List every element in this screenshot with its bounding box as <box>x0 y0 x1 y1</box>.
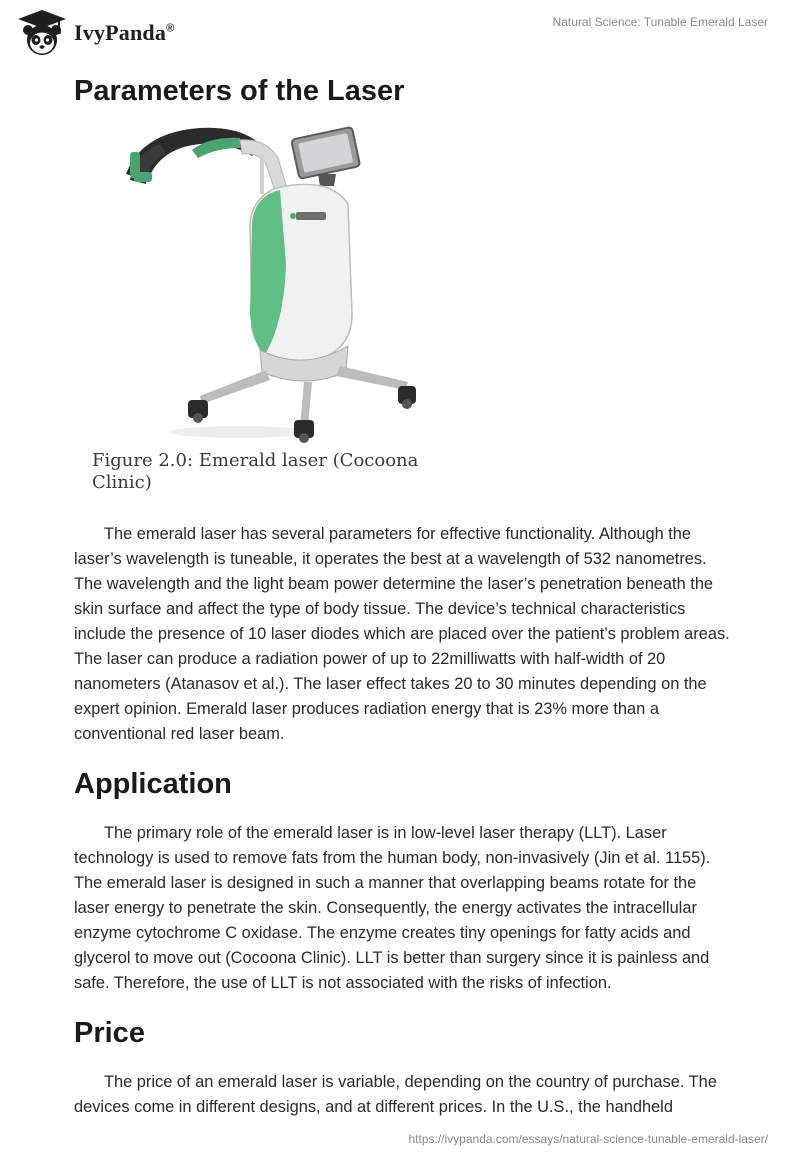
section-heading-price: Price <box>74 1017 145 1049</box>
page-header <box>0 0 800 70</box>
source-url[interactable]: https://ivypanda.com/essays/natural-science-tunable-emerald-laser/ <box>408 1132 768 1146</box>
article-body <box>74 72 734 1120</box>
panda-graduate-icon <box>14 8 70 58</box>
section-heading-application: Application <box>74 768 232 800</box>
document-title: Natural Science: Tunable Emerald Laser <box>552 15 768 29</box>
emerald-laser-device-image <box>90 114 490 450</box>
paragraph-parameters: The emerald laser has several parameters for effective functionality. Although the laser’s wavelength is tuneable, it operates the best at a wavelength of 532 nanometres. The wavelength and the light beam power determine the laser’s penetration beneath the skin surface and affect the type of body tissue. The device’s technical characteristics include the presence of 10 laser diodes which are placed over the patient’s problem areas. The laser can produce a radiation power of up to 22milliwatts with half-width of 20 nanometers (Atanasov et al.). The laser effect takes 20 to 30 minutes depending on the expert opinion. Emerald laser produces radiation energy that is 23% more than a conventional red laser beam. <box>74 525 730 743</box>
figure-emerald-laser <box>90 114 490 498</box>
figure-caption: Figure 2.0: Emerald laser (Cocoona Clinic) <box>92 450 419 493</box>
section-heading-parameters: Parameters of the Laser <box>74 75 405 107</box>
brand-logo[interactable] <box>14 8 174 58</box>
paragraph-application: The primary role of the emerald laser is in low-level laser therapy (LLT). Laser technology is used to remove fats from the human body, non-invasively (Jin et al. 1155). The emerald laser is designed in such a manner that overlapping beams rotate for the laser energy to penetrate the skin. Consequently, the energy activates the intracellular enzyme cytochrome C oxidase. The enzyme creates tiny openings for fatty acids and glycerol to move out (Cocoona Clinic). LLT is better than surgery since it is painless and safe. Therefore, the use of LLT is not associated with the risks of infection. <box>74 824 711 992</box>
brand-name: IvyPanda® <box>74 20 175 45</box>
paragraph-price: The price of an emerald laser is variable, depending on the country of purchase. The devices come in different designs, and at different prices. In the U.S., the handheld <box>74 1073 717 1116</box>
